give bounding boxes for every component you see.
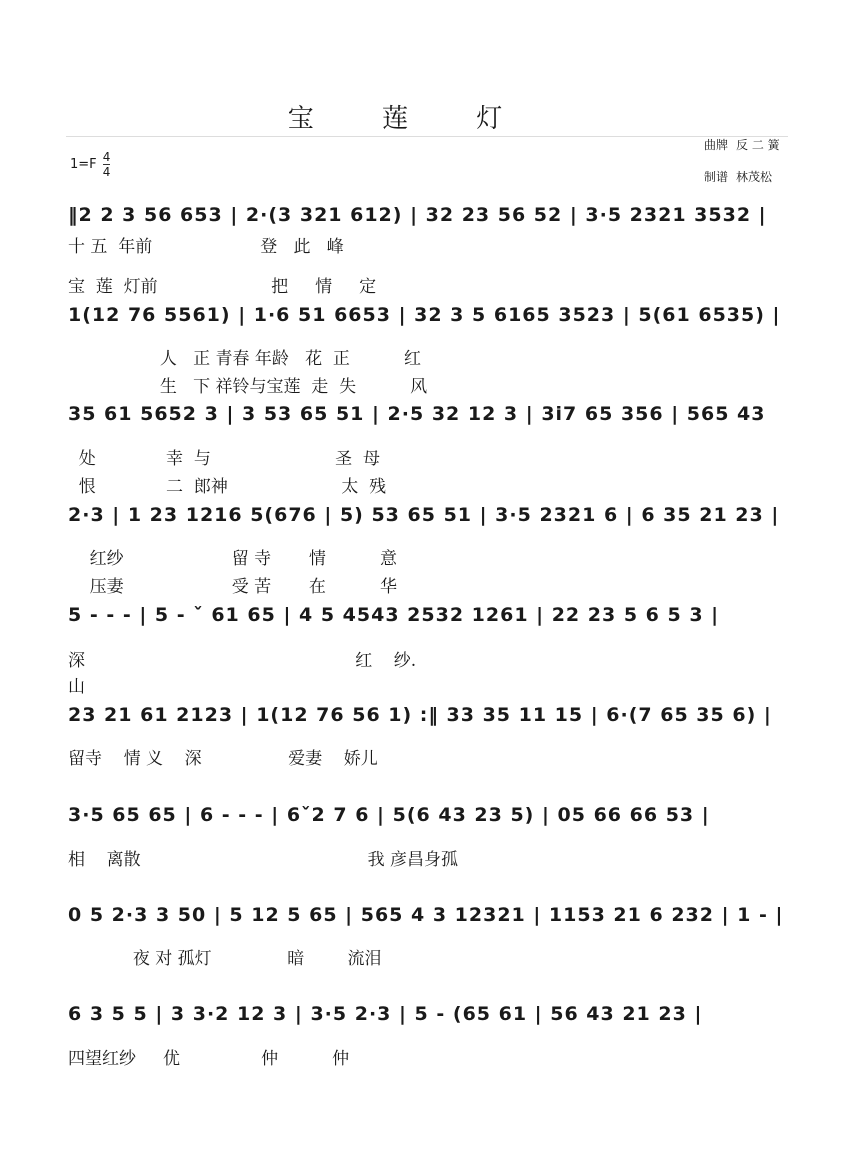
arranger-value: 林茂松 <box>736 170 773 184</box>
notation-line: 5 - - - | 5 - ˇ 61 65 | 4 5 4543 2532 1261 | 22 23 5 6 5 3 | <box>68 604 720 626</box>
time-unit: 4 <box>102 165 111 179</box>
lyric-line: 宝 莲 灯前 把 情 定 <box>68 277 377 297</box>
lyric-line: 留寺 情 义 深 爱妻 娇儿 <box>68 749 378 769</box>
key-tonic: 1=F <box>70 157 97 172</box>
lyric-line: 人 正 青春 年龄 花 正 红 <box>68 349 421 369</box>
tune-info <box>704 136 788 153</box>
lyric-line: 生 下 祥铃与宝莲 走 失 风 <box>68 377 428 397</box>
lyric-line: 深 红 纱. <box>68 651 417 671</box>
tune-value: 反 二 簧 <box>736 138 780 152</box>
divider <box>66 136 788 137</box>
notation-line: 0 5 2·3 3 50 | 5 12 5 65 | 565 4 3 12321 | 1153 21 6 232 | 1 - | <box>68 904 784 926</box>
lyric-line: 四望红纱 优 仲 仲 <box>68 1049 350 1069</box>
time-signature <box>103 150 111 179</box>
notation-line: 23 21 61 2123 | 1(12 76 56 1) :‖ 33 35 11 15 | 6·(7 65 35 6) | <box>68 704 772 726</box>
lyric-line: 处 幸 与 圣 母 <box>68 449 380 469</box>
song-title: 宝 莲 灯 <box>287 104 533 134</box>
tune-label: 曲牌 <box>704 138 729 152</box>
lyric-line: 十 五 年前 登 此 峰 <box>68 237 344 257</box>
lyric-line: 压妻 受 苦 在 华 <box>68 577 397 597</box>
lyric-line: 山 <box>68 677 85 697</box>
notation-line: 3·5 65 65 | 6 - - - | 6ˇ2 7 6 | 5(6 43 23 5) | 05 66 66 53 | <box>68 804 710 826</box>
arranger-info <box>704 168 780 185</box>
lyric-line: 恨 二 郎神 太 残 <box>68 477 387 497</box>
key-signature <box>70 150 110 179</box>
lyric-line: 相 离散 我 彦昌身孤 <box>68 850 458 870</box>
lyric-line: 红纱 留 寺 情 意 <box>68 549 397 569</box>
time-beats: 4 <box>102 150 111 164</box>
notation-line: 1(12 76 5561) | 1·6 51 6653 | 32 3 5 6165 3523 | 5(61 6535) | <box>68 304 781 326</box>
lyric-line: 夜 对 孤灯 暗 流泪 <box>68 949 382 969</box>
arranger-label: 制谱 <box>704 170 729 184</box>
notation-line: 2·3 | 1 23 1216 5(676 | 5) 53 65 51 | 3·5 2321 6 | 6 35 21 23 | <box>68 504 780 526</box>
notation-line: 35 61 5652 3 | 3 53 65 51 | 2·5 32 12 3 | 3i7 65 356 | 565 43 <box>68 403 766 425</box>
notation-line: 6 3 5 5 | 3 3·2 12 3 | 3·5 2·3 | 5 - (65 61 | 56 43 21 23 | <box>68 1003 703 1025</box>
notation-line: ‖2 2 3 56 653 | 2·(3 321 612) | 32 23 56 52 | 3·5 2321 3532 | <box>68 204 767 226</box>
